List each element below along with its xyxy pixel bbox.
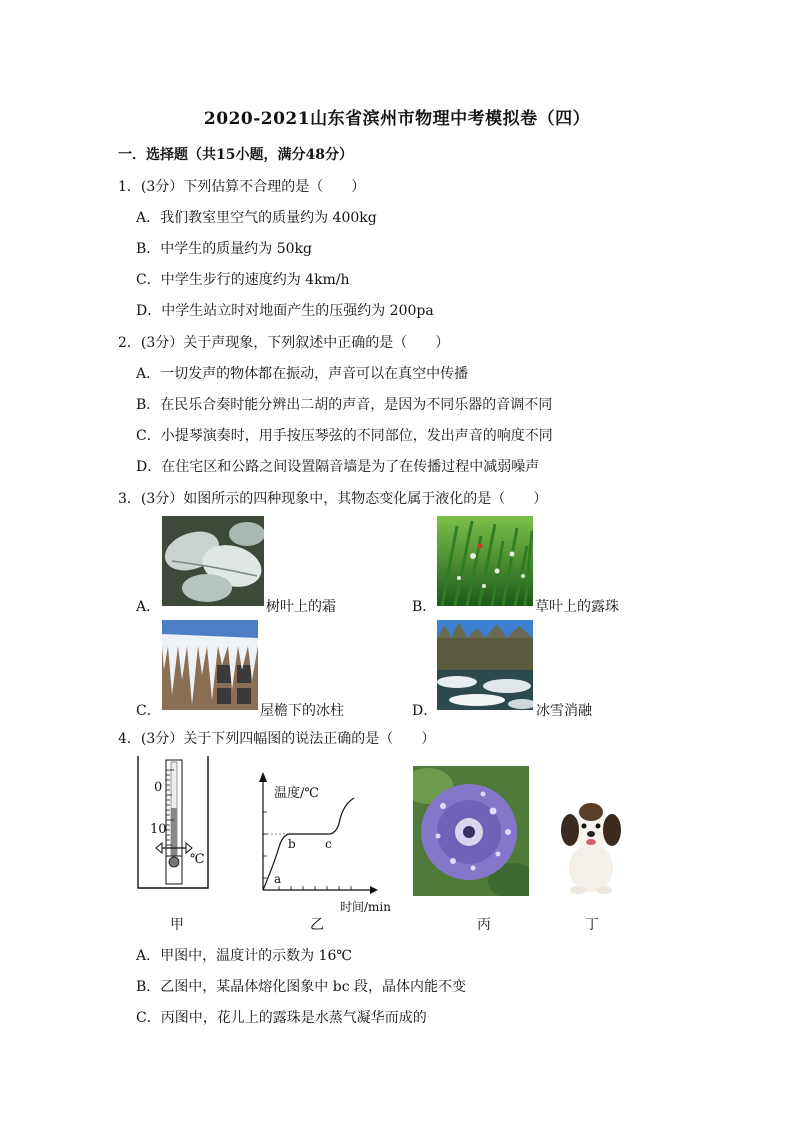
melting-snow-image [437, 620, 533, 710]
question-4-stem: 4．(3分）关于下列四幅图的说法正确的是（ ） [118, 731, 436, 747]
question-4-option-a: A．甲图中，温度计的示数为 16℃ [136, 948, 353, 964]
question-3-caption-b: 草叶上的露珠 [535, 599, 619, 615]
question-3-letter-b: B． [412, 599, 437, 615]
figure-label-yi: 乙 [310, 917, 324, 933]
icicles-image [162, 620, 258, 710]
thermometer-unit: ℃ [190, 852, 205, 867]
question-2-stem: 2．(3分）关于声现象，下列叙述中正确的是（ ） [118, 335, 450, 351]
question-2-option-b: B．在民乐合奏时能分辨出二胡的声音，是因为不同乐器的音调不同 [136, 397, 553, 413]
graph-x-label: 时间/min [340, 900, 391, 914]
question-2-option-c: C．小提琴演奏时，用手按压琴弦的不同部位，发出声音的响度不同 [136, 428, 553, 444]
question-1-option-b: B．中学生的质量约为 50kg [136, 241, 312, 257]
question-3-letter-c: C． [136, 703, 161, 719]
puppy-image [556, 798, 626, 894]
question-3-caption-d: 冰雪消融 [536, 703, 592, 719]
question-3-letter-a: A． [136, 599, 161, 615]
question-3-stem: 3．(3分）如图所示的四种现象中，其物态变化属于液化的是（ ） [118, 491, 548, 507]
question-1-option-d: D．中学生站立时对地面产生的压强约为 200pa [136, 303, 434, 319]
figure-label-jia: 甲 [170, 917, 184, 933]
question-3-caption-c: 屋檐下的冰柱 [260, 703, 344, 719]
question-3-letter-d: D． [412, 703, 438, 719]
question-3-caption-a: 树叶上的霜 [266, 599, 336, 615]
question-4-option-b: B．乙图中，某晶体熔化图象中 bc 段，晶体内能不变 [136, 979, 466, 995]
question-2-option-a: A．一切发声的物体都在振动，声音可以在真空中传播 [136, 366, 469, 382]
figure-label-bing: 丙 [477, 917, 491, 933]
dew-grass-image [437, 516, 533, 606]
page-title: 2020-2021山东省滨州市物理中考模拟卷（四） [203, 109, 591, 129]
morning-glory-image [413, 766, 529, 896]
section-heading: 一．选择题（共15小题，满分48分） [118, 147, 353, 163]
question-2-option-d: D．在住宅区和公路之间设置隔音墙是为了在传播过程中减弱噪声 [136, 459, 540, 475]
question-1-option-c: C．中学生步行的速度约为 4km/h [136, 272, 350, 288]
graph-point-a: a [274, 872, 282, 886]
figure-label-ding: 丁 [585, 917, 599, 933]
graph-point-c: c [325, 837, 332, 851]
graph-y-label: 温度/℃ [274, 786, 319, 801]
question-4-option-c: C．丙图中，花儿上的露珠是水蒸气凝华而成的 [136, 1010, 427, 1026]
thermometer-figure [130, 756, 230, 896]
frost-leaves-image [162, 516, 264, 606]
question-1-stem: 1．(3分）下列估算不合理的是（ ） [118, 179, 366, 195]
thermometer-tick-10: 10 [150, 822, 167, 837]
graph-point-b: b [288, 837, 296, 851]
thermometer-tick-0: 0 [154, 780, 163, 795]
question-1-option-a: A．我们教室里空气的质量约为 400kg [136, 210, 377, 226]
